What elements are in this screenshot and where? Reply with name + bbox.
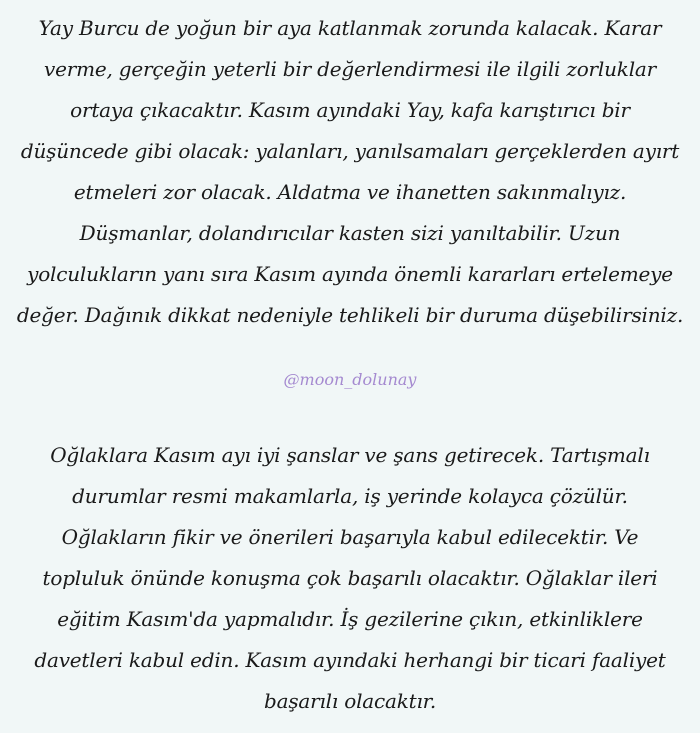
capricorn-text-line: Oğlakların fikir ve önerileri başarıyla kabul edilecektir. Ve — [61, 525, 639, 549]
capricorn-text-line: Oğlaklara Kasım ayı iyi şanslar ve şans getirecek. Tartışmalı — [50, 443, 650, 467]
capricorn-text-line: topluluk önünde konuşma çok başarılı olacaktır. Oğlaklar ileri — [42, 566, 658, 590]
sagittarius-text-line: değer. Dağınık dikkat nedeniyle tehlikeli bir duruma düşebilirsiniz. — [16, 303, 684, 327]
sagittarius-text-line: etmeleri zor olacak. Aldatma ve ihanetten sakınmalıyız. — [73, 180, 627, 204]
sagittarius-text-line: yolculukların yanı sıra Kasım ayında önemli kararları ertelemeye — [27, 262, 673, 286]
sagittarius-text-line: Yay Burcu de yoğun bir aya katlanmak zorunda kalacak. Karar — [38, 16, 662, 40]
capricorn-text-line: durumlar resmi makamlarla, iş yerinde kolayca çözülür. — [72, 484, 628, 508]
capricorn-text-line: başarılı olacaktır. — [264, 689, 436, 713]
sagittarius-text-line: düşüncede gibi olacak: yalanları, yanılsamaları gerçeklerden ayırt — [20, 139, 680, 163]
sagittarius-text-line: verme, gerçeğin yeterli bir değerlendirmesi ile ilgili zorluklar — [44, 57, 656, 81]
sagittarius-text-line: Düşmanlar, dolandırıcılar kasten sizi yanıltabilir. Uzun — [79, 221, 621, 245]
capricorn-text-line: davetleri kabul edin. Kasım ayındaki herhangi bir ticari faaliyet — [34, 648, 666, 672]
sagittarius-text-line: ortaya çıkacaktır. Kasım ayındaki Yay, kafa karıştırıcı bir — [70, 98, 630, 122]
capricorn-text-line: eğitim Kasım'da yapmalıdır. İş gezilerine çıkın, etkinliklere — [57, 607, 643, 631]
watermark-handle: @moon_dolunay — [283, 370, 417, 389]
